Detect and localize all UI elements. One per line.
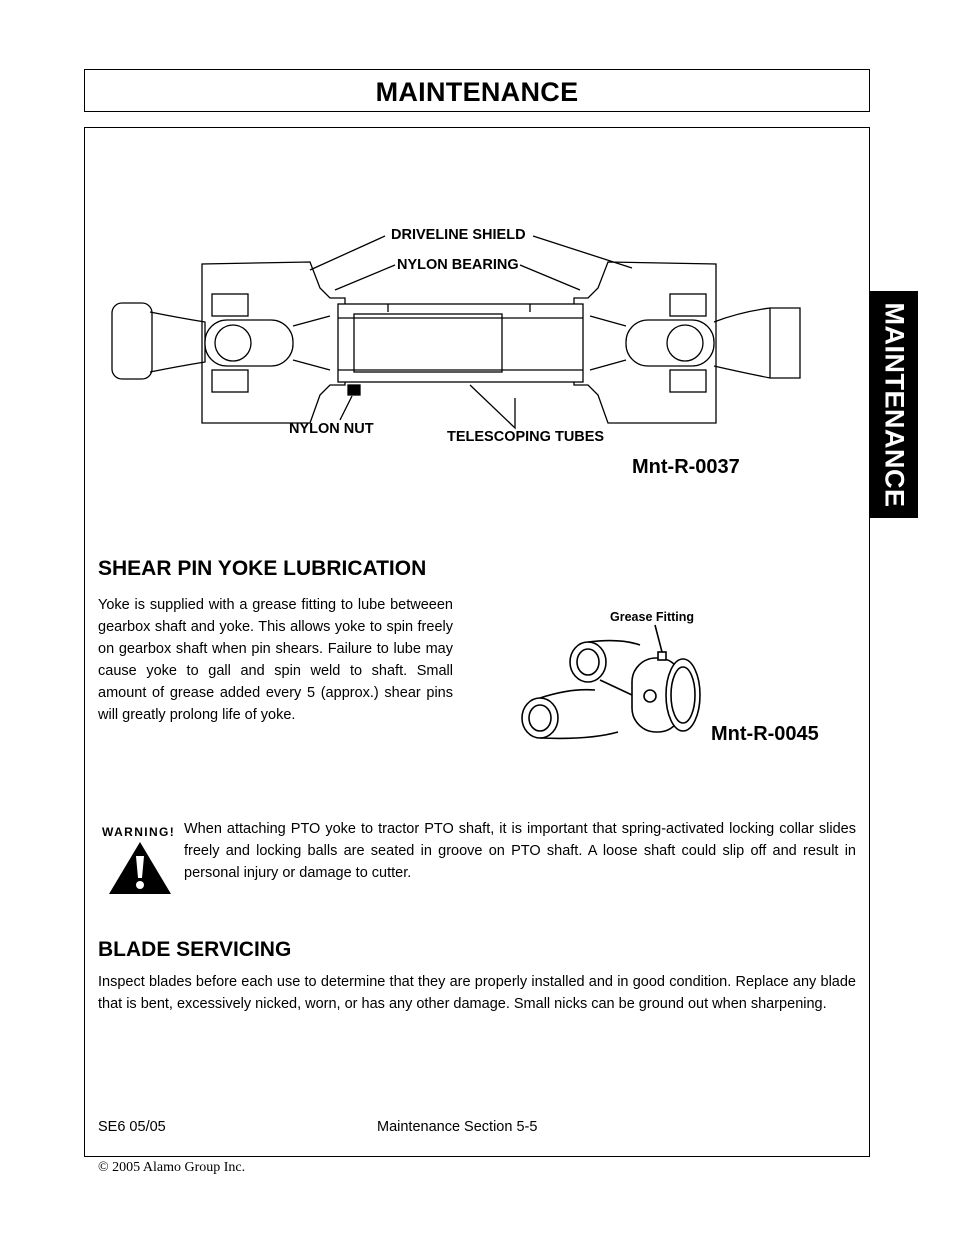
figure-id-0037: Mnt-R-0037 <box>632 456 740 478</box>
page-title: MAINTENANCE <box>375 77 579 107</box>
side-tab-label: MAINTENANCE <box>879 302 910 507</box>
warning-triangle-icon <box>107 840 173 896</box>
label-telescoping-tubes: TELESCOPING TUBES <box>447 429 605 445</box>
section-heading-shear-pin: SHEAR PIN YOKE LUBRICATION <box>98 557 427 580</box>
figure-id-0045: Mnt-R-0045 <box>711 723 819 745</box>
shear-pin-body: Yoke is supplied with a grease fitting to lube betweeen gearbox shaft and yoke. This allows yoke to spin freely on gearbox shaft when pin shears. Failure to lube may cause yoke to gall and spin weld to shaft. Small amount of grease added every 5 (approx.) shear pins will greatly prolong life of yoke. <box>98 597 453 723</box>
warning-label: WARNING! <box>102 825 176 839</box>
label-nylon-bearing: NYLON BEARING <box>397 257 519 273</box>
label-nylon-nut: NYLON NUT <box>289 421 374 437</box>
label-driveline-shield: DRIVELINE SHIELD <box>391 227 526 243</box>
label-grease-fitting: Grease Fitting <box>610 610 695 624</box>
copyright: © 2005 Alamo Group Inc. <box>98 1160 246 1175</box>
section-heading-blade: BLADE SERVICING <box>98 938 292 961</box>
warning-text: When attaching PTO yoke to tractor PTO shaft, it is important that spring-activated locking collar slides freely and locking balls are seated in groove on PTO shaft. A loose shaft could slip off and result in personal injury or damage to cutter. <box>184 821 856 881</box>
footer-left: SE6 05/05 <box>98 1119 166 1135</box>
blade-body: Inspect blades before each use to determine that they are properly installed and in good condition. Replace any blade that is bent, excessively nicked, worn, or has any other damage. Small nicks can be ground out when sharpening. <box>98 974 856 1012</box>
footer-center: Maintenance Section 5-5 <box>377 1119 538 1135</box>
